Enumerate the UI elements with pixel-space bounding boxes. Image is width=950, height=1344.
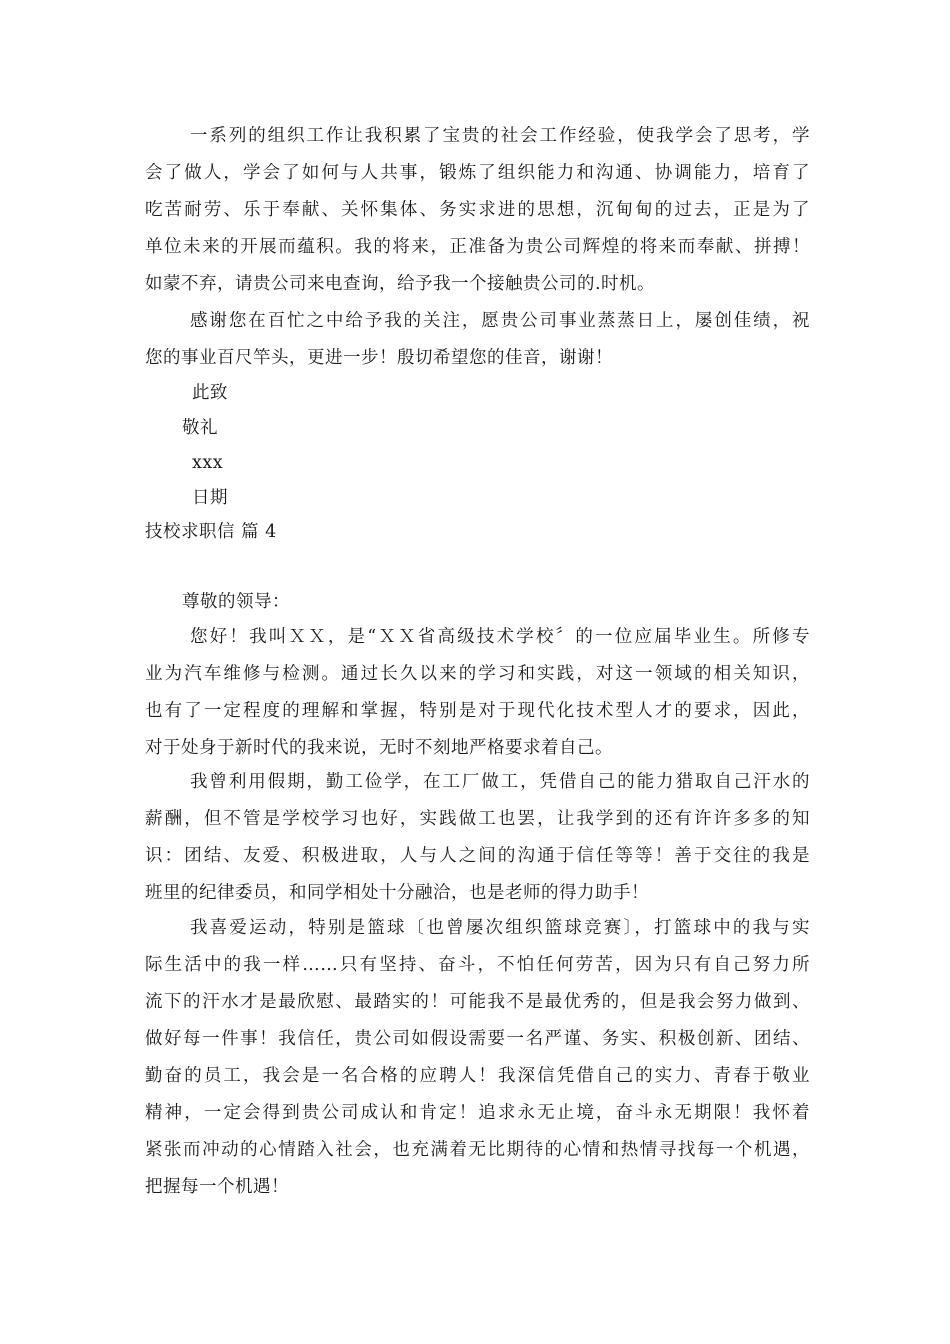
paragraph-line: 感谢您在百忙之中给予我的关注，愿贵公司事业蒸蒸日上，屡创佳绩，祝 [190,311,810,331]
paragraph-line: 薪酬，但不管是学校学习也好，实践做工也罢，让我学到的还有许许多多的知 [145,809,810,829]
signature-date: 日期 [192,488,228,508]
paragraph-line: 单位未来的开展而蕴积。我的将来，正准备为贵公司辉煌的将来而奉献、拼搏！ [145,237,810,257]
paragraph-line: 也有了一定程度的理解和掌握，特别是对于现代化技术型人才的要求，因此， [145,701,810,721]
paragraph-line: 流下的汗水才是最欣慰、最踏实的！可能我不是最优秀的，但是我会努力做到、 [145,992,810,1012]
paragraph-line: 识：团结、友爱、积极进取，人与人之间的沟通于信任等等！善于交往的我是 [145,846,810,866]
paragraph-line: 紧张而冲动的心情踏入社会，也充满着无比期待的心情和热情寻找每一个机遇， [145,1140,810,1160]
paragraph-line: 一系列的组织工作让我积累了宝贵的社会工作经验，使我学会了思考，学 [190,126,810,146]
paragraph-line: 际生活中的我一样……只有坚持、奋斗，不怕任何劳苦，因为只有自己努力所 [145,955,810,975]
paragraph-line: 我喜爱运动，特别是篮球〔也曾屡次组织篮球竞赛〕，打篮球中的我与实 [190,918,810,938]
paragraph-line: 精神，一定会得到贵公司成认和肯定！追求永无止境，奋斗永无期限！我怀着 [145,1103,810,1123]
paragraph-line: 对于处身于新时代的我来说，无时不刻地严格要求着自己。 [145,738,613,758]
paragraph-line: 会了做人，学会了如何与人共事，锻炼了组织能力和沟通、协调能力，培育了 [145,163,810,183]
signature-name: xxx [192,453,224,473]
closing-salutation: 此致 [192,383,228,403]
paragraph-line: 做好每一件事！我信任，贵公司如假设需要一名严谨、务实、积极创新、团结、 [145,1029,810,1049]
paragraph-line: 班里的纪律委员，和同学相处十分融洽，也是老师的得力助手！ [145,883,649,903]
paragraph-line: 业为汽车维修与检测。通过长久以来的学习和实践，对这一领域的相关知识， [145,664,810,684]
section-heading: 技校求职信 篇 4 [145,522,277,542]
paragraph-line: 吃苦耐劳、乐于奉献、关怀集体、务实求进的思想，沉甸甸的过去，正是为了 [145,200,810,220]
paragraph-line: 勤奋的员工，我会是一名合格的应聘人！我深信凭借自己的实力、青春于敬业 [145,1066,810,1086]
paragraph-line: 您的事业百尺竿头，更进一步！殷切希望您的佳音，谢谢！ [145,348,613,368]
letter-greeting: 尊敬的领导： [182,592,290,612]
closing-regards: 敬礼 [182,418,218,438]
paragraph-line: 您好！我叫ＸＸ，是“ＸＸ省高级技术学校〞的一位应届毕业生。所修专 [190,627,810,647]
paragraph-line: 我曾利用假期，勤工俭学，在工厂做工，凭借自己的能力猎取自己汗水的 [190,772,810,792]
paragraph-line: 如蒙不弃，请贵公司来电查询，给予我一个接触贵公司的.时机。 [145,274,656,294]
paragraph-line: 把握每一个机遇！ [145,1177,289,1197]
